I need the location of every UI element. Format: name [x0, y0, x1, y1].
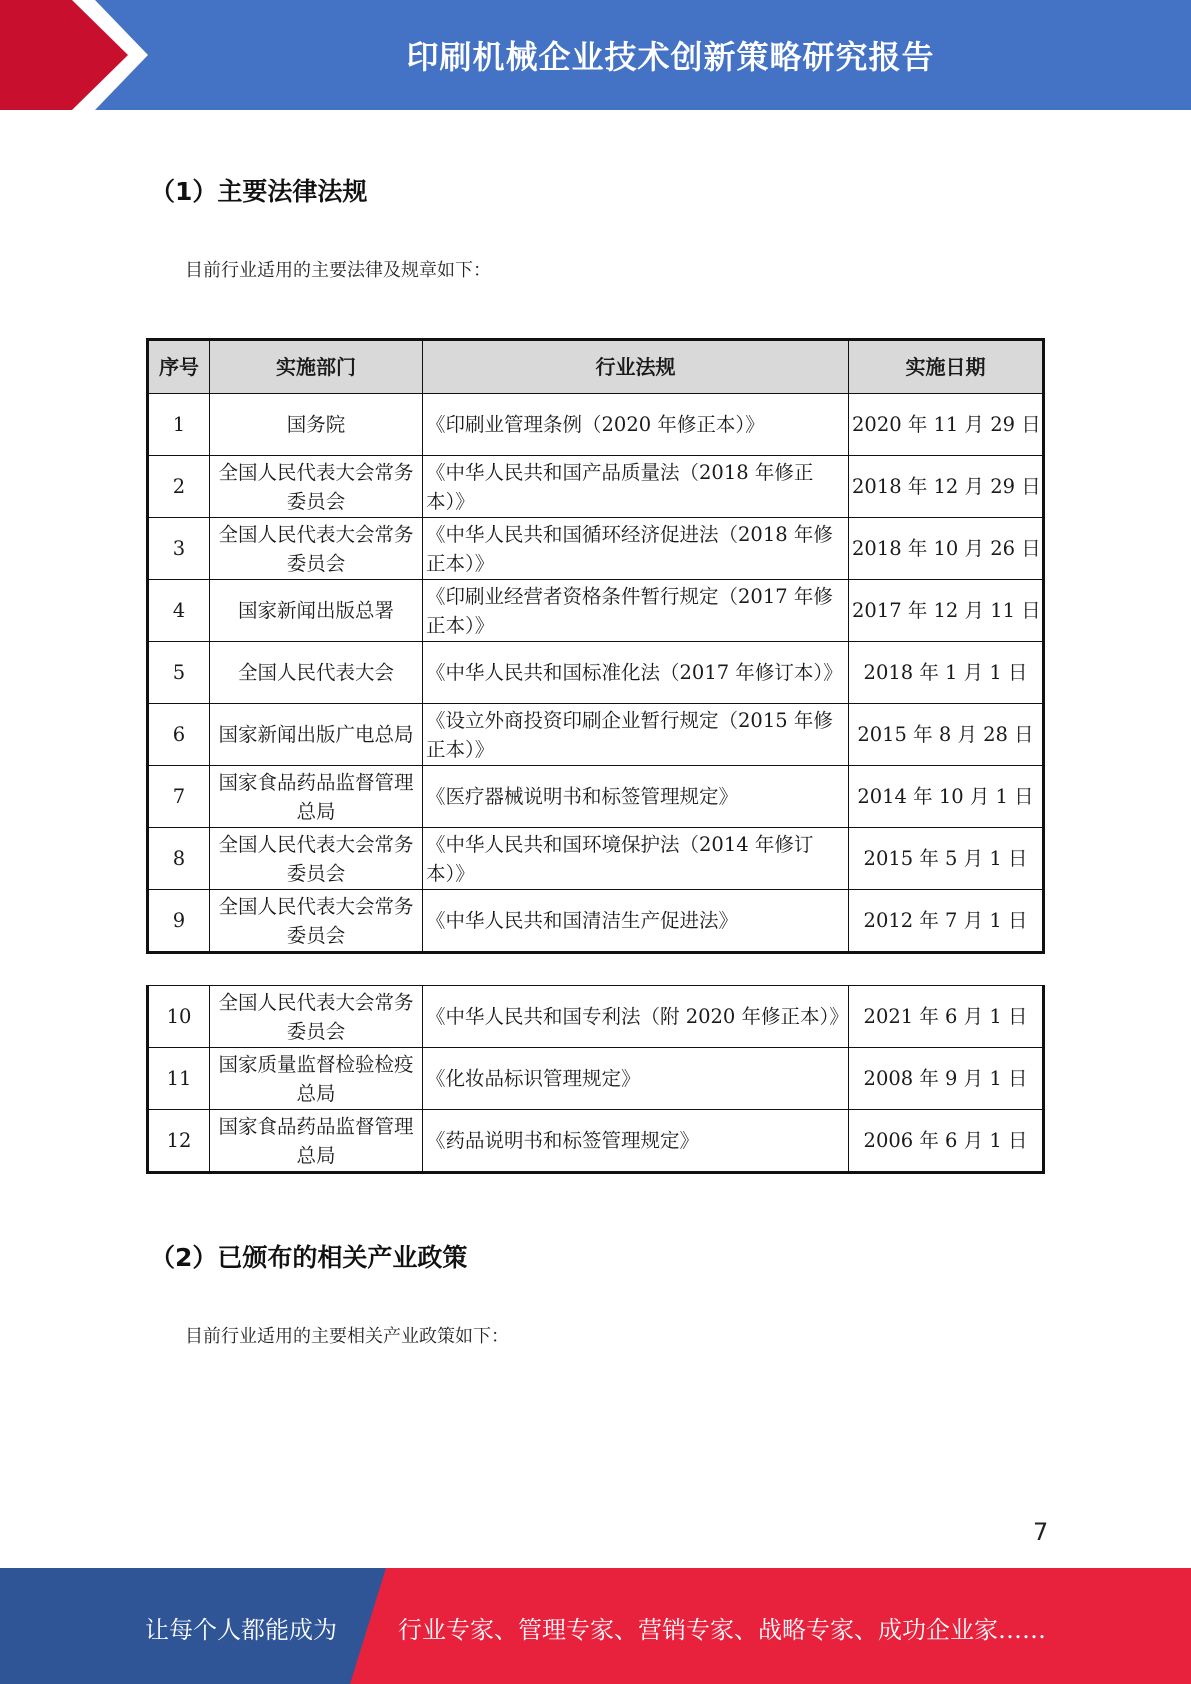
- table-row: [148, 518, 1044, 580]
- table-row: [148, 580, 1044, 642]
- cell-date: 2017 年 12 月 11 日: [849, 580, 1044, 642]
- cell-dept: 国家食品药品监督管理总局: [210, 766, 423, 828]
- footer-banner: [0, 1568, 1191, 1684]
- cell-law: 《中华人民共和国环境保护法（2014 年修订本）》: [423, 828, 849, 890]
- cell-law: 《中华人民共和国清洁生产促进法》: [423, 890, 849, 953]
- cell-law: 《中华人民共和国循环经济促进法（2018 年修正本）》: [423, 518, 849, 580]
- cell-no: 5: [148, 642, 210, 704]
- cell-dept: 国家新闻出版广电总局: [210, 704, 423, 766]
- table-row: [148, 1110, 1044, 1173]
- cell-date: 2021 年 6 月 1 日: [849, 986, 1044, 1048]
- footer-slogan-right: 行业专家、管理专家、营销专家、战略专家、成功企业家……: [398, 1616, 1046, 1644]
- cell-date: 2012 年 7 月 1 日: [849, 890, 1044, 953]
- cell-date: 2008 年 9 月 1 日: [849, 1048, 1044, 1110]
- cell-dept: 全国人民代表大会: [210, 642, 423, 704]
- table-row: [148, 642, 1044, 704]
- table-header-row: [148, 340, 1044, 394]
- cell-no: 4: [148, 580, 210, 642]
- cell-no: 3: [148, 518, 210, 580]
- cell-dept: 全国人民代表大会常务委员会: [210, 986, 423, 1048]
- cell-date: 2020 年 11 月 29 日: [849, 394, 1044, 456]
- header-banner: [0, 0, 1191, 110]
- table-row: [148, 766, 1044, 828]
- cell-law: 《中华人民共和国专利法（附 2020 年修正本）》: [423, 986, 849, 1048]
- table-row: [148, 828, 1044, 890]
- cell-no: 12: [148, 1110, 210, 1173]
- cell-law: 《药品说明书和标签管理规定》: [423, 1110, 849, 1173]
- header-no: 序号: [148, 340, 210, 394]
- laws-table-continued-body: [148, 986, 1044, 1173]
- header-dept: 实施部门: [210, 340, 423, 394]
- cell-law: 《印刷业经营者资格条件暂行规定（2017 年修正本）》: [423, 580, 849, 642]
- table-row: [148, 1048, 1044, 1110]
- laws-table-continued: [146, 985, 1045, 1174]
- cell-no: 10: [148, 986, 210, 1048]
- cell-no: 11: [148, 1048, 210, 1110]
- cell-date: 2015 年 5 月 1 日: [849, 828, 1044, 890]
- cell-dept: 全国人民代表大会常务委员会: [210, 890, 423, 953]
- section-heading-laws: （1）主要法律法规: [150, 177, 368, 206]
- table-row: [148, 394, 1044, 456]
- cell-no: 9: [148, 890, 210, 953]
- cell-date: 2006 年 6 月 1 日: [849, 1110, 1044, 1173]
- cell-date: 2015 年 8 月 28 日: [849, 704, 1044, 766]
- cell-no: 8: [148, 828, 210, 890]
- cell-law: 《印刷业管理条例（2020 年修正本）》: [423, 394, 849, 456]
- cell-no: 2: [148, 456, 210, 518]
- header-date: 实施日期: [849, 340, 1044, 394]
- cell-dept: 国家质量监督检验检疫总局: [210, 1048, 423, 1110]
- cell-dept: 全国人民代表大会常务委员会: [210, 518, 423, 580]
- cell-no: 1: [148, 394, 210, 456]
- table-row: [148, 704, 1044, 766]
- section-intro-policies: 目前行业适用的主要相关产业政策如下：: [185, 1326, 509, 1347]
- cell-law: 《医疗器械说明书和标签管理规定》: [423, 766, 849, 828]
- laws-table: [146, 338, 1045, 954]
- header-law: 行业法规: [423, 340, 849, 394]
- cell-law: 《化妆品标识管理规定》: [423, 1048, 849, 1110]
- cell-date: 2018 年 12 月 29 日: [849, 456, 1044, 518]
- page-number: 7: [1033, 1518, 1049, 1546]
- table-row: [148, 456, 1044, 518]
- section-heading-policies: （2）已颁布的相关产业政策: [150, 1243, 468, 1272]
- cell-no: 6: [148, 704, 210, 766]
- section-intro-laws: 目前行业适用的主要法律及规章如下：: [185, 260, 491, 281]
- cell-law: 《设立外商投资印刷企业暂行规定（2015 年修正本）》: [423, 704, 849, 766]
- report-title: 印刷机械企业技术创新策略研究报告: [406, 38, 935, 76]
- cell-dept: 国家新闻出版总署: [210, 580, 423, 642]
- cell-date: 2018 年 1 月 1 日: [849, 642, 1044, 704]
- cell-date: 2018 年 10 月 26 日: [849, 518, 1044, 580]
- cell-dept: 国家食品药品监督管理总局: [210, 1110, 423, 1173]
- cell-law: 《中华人民共和国产品质量法（2018 年修正本）》: [423, 456, 849, 518]
- cell-dept: 全国人民代表大会常务委员会: [210, 456, 423, 518]
- laws-table-body: [148, 394, 1044, 953]
- table-row: [148, 890, 1044, 953]
- cell-law: 《中华人民共和国标准化法（2017 年修订本）》: [423, 642, 849, 704]
- cell-date: 2014 年 10 月 1 日: [849, 766, 1044, 828]
- cell-dept: 国务院: [210, 394, 423, 456]
- footer-slogan-left: 让每个人都能成为: [145, 1616, 337, 1644]
- cell-no: 7: [148, 766, 210, 828]
- cell-dept: 全国人民代表大会常务委员会: [210, 828, 423, 890]
- table-row: [148, 986, 1044, 1048]
